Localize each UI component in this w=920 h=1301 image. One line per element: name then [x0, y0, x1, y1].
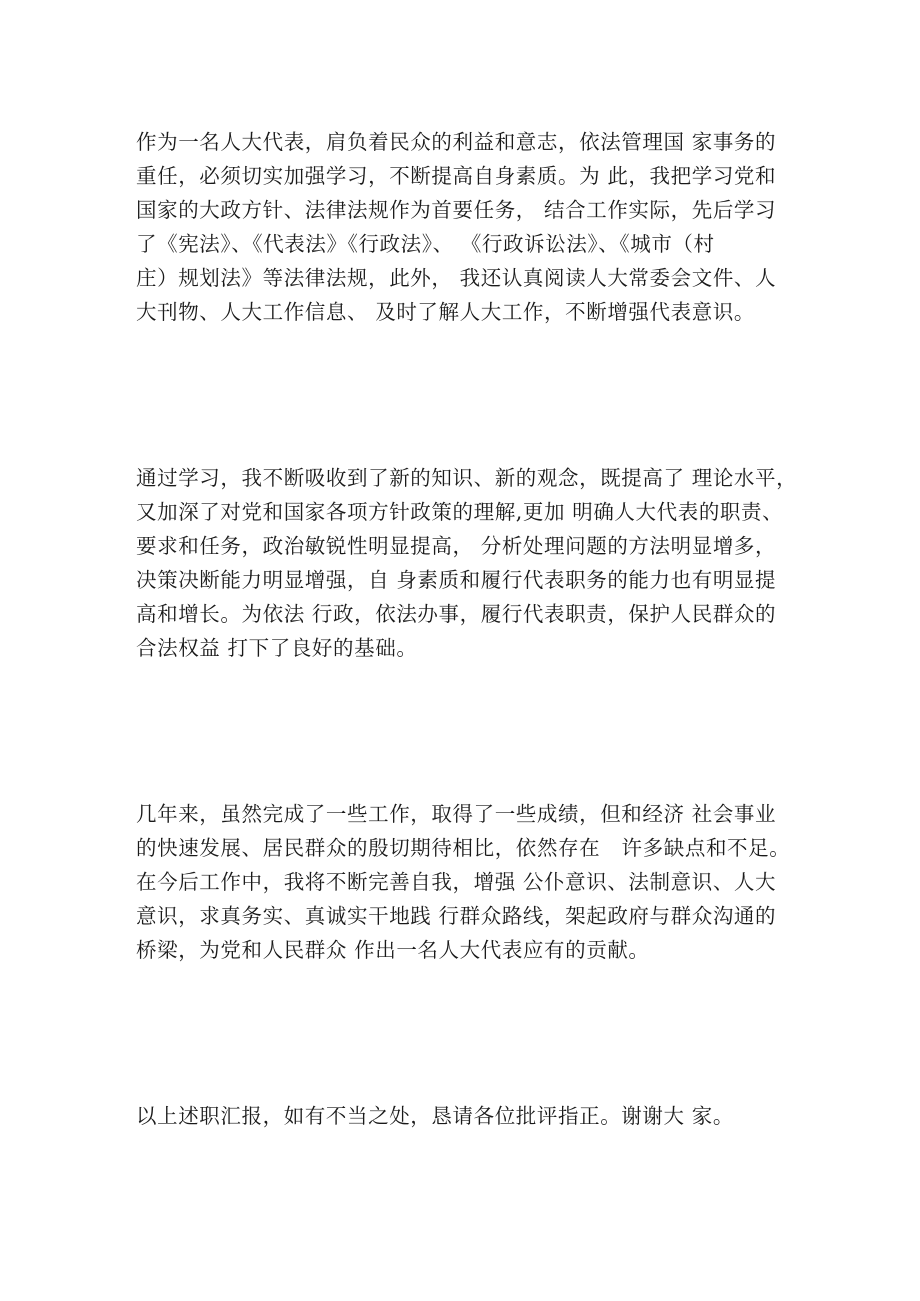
text-line: 几年来，虽然完成了一些工作，取得了一些成绩，但和经济 社会事业 — [136, 802, 777, 826]
text-line: 的快速发展、居民群众的殷切期待相比，依然存在 许多缺点和不足。 — [136, 836, 791, 860]
text-line: 了《宪法》、《代表法》《行政法》、 《行政诉讼法》、《城市（村 — [136, 232, 715, 256]
paragraph-closing — [136, 1099, 796, 1133]
text-line: 大刊物、人大工作信息、 及时了解人大工作，不断增强代表意识。 — [136, 300, 756, 324]
text-line: 作为一名人大代表，肩负着民众的利益和意志，依法管理国 家事务的 — [136, 130, 777, 154]
paragraph-study-duty — [136, 125, 796, 329]
text-line: 以上述职汇报，如有不当之处，恳请各位批评指正。谢谢大 家。 — [136, 1104, 734, 1128]
text-line: 高和增长。为依法 行政，依法办事，履行代表职责，保护人民群众的 — [136, 602, 777, 626]
text-line: 又加深了对党和国家各项方针政策的理解,更加 明确人大代表的职责、 — [136, 500, 784, 524]
text-line: 合法权益 打下了良好的基础。 — [136, 636, 418, 660]
text-line: 庄）规划法》等法律法规，此外， 我还认真阅读人大常委会文件、人 — [136, 266, 777, 290]
paragraph-study-results — [136, 461, 796, 665]
text-line: 决策决断能力明显增强，自 身素质和履行代表职务的能力也有明显提 — [136, 568, 777, 592]
text-line: 重任，必须切实加强学习，不断提高自身素质。为 此，我把学习党和 — [136, 164, 777, 188]
text-line: 桥梁，为党和人民群众 作出一名人大代表应有的贡献。 — [136, 938, 650, 962]
text-line: 通过学习，我不断吸收到了新的知识、新的观念，既提高了 理论水平， — [136, 466, 798, 490]
text-line: 意识，求真务实、真诚实干地践 行群众路线，架起政府与群众沟通的 — [136, 904, 777, 928]
text-line: 在今后工作中，我将不断完善自我，增强 公仆意识、法制意识、人大 — [136, 870, 777, 894]
paragraph-future-work — [136, 797, 796, 967]
text-line: 国家的大政方针、法律法规作为首要任务， 结合工作实际，先后学习 — [136, 198, 777, 222]
text-line: 要求和任务，政治敏锐性明显提高， 分析处理问题的方法明显增多， — [136, 534, 777, 558]
